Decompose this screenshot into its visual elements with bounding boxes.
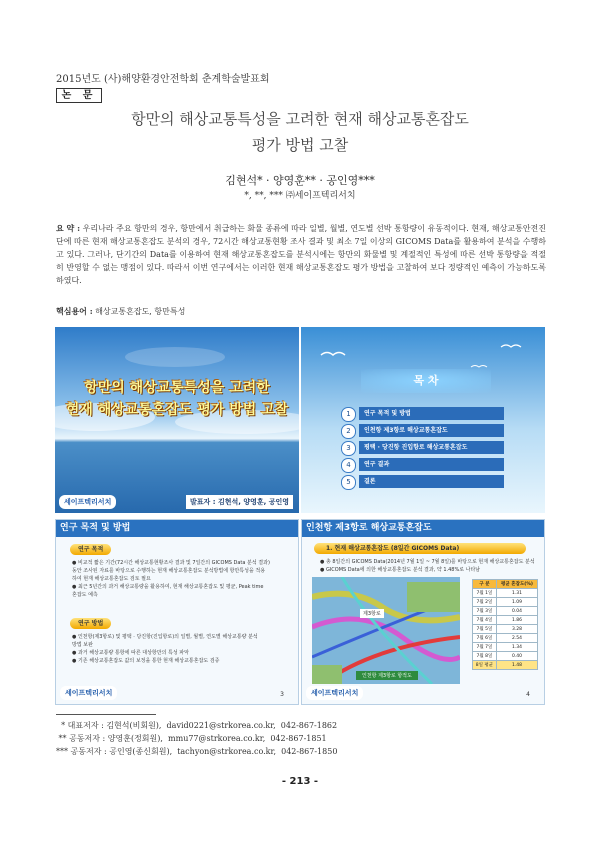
slide4-bullet: ● 총 8일간의 GICOMS Data(2014년 7월 1일 ~ 7월 8일)를 바탕으로 현재 해상교통혼잡도 분석 — [320, 559, 535, 565]
toc-label: 인천항 제3항로 해상교통혼잡도 — [359, 424, 504, 437]
affiliation: *, **, *** ㈜세이프텍리서치 — [244, 191, 356, 201]
paper-title-line1: 항만의 해상교통특성을 고려한 현재 해상교통혼잡도 — [131, 110, 469, 128]
table-header-cell: 평균 혼잡도(%) — [496, 580, 537, 589]
toc-item — [341, 475, 501, 488]
table-cell: 1.09 — [496, 598, 537, 607]
slide3-page: 3 — [280, 691, 284, 698]
table-row — [473, 643, 538, 652]
toc-item — [341, 424, 501, 437]
slide3-section2: 연구 방법 — [70, 618, 111, 629]
slide-purpose-method — [55, 519, 299, 705]
slide3-header: 연구 목적 및 방법 — [56, 520, 299, 537]
bullet: 혼잡도 예측 — [72, 592, 98, 598]
slide1-title-line2: 현재 해상교통혼잡도 평가 방법 고찰 — [65, 402, 289, 418]
table-cell: 0.04 — [496, 607, 537, 616]
slide4-header: 인천항 제3항로 해상교통혼잡도 — [302, 520, 545, 537]
authors: 김현석* · 양영훈** · 공인영*** — [225, 174, 375, 187]
abstract — [56, 222, 546, 287]
toc-label: 연구 목적 및 방법 — [359, 407, 504, 420]
abstract-label: 요 약 : — [56, 223, 81, 233]
toc-item — [341, 441, 501, 454]
table-cell: 7월 6일 — [473, 634, 497, 643]
footnote: *** 공동저자 : 공인영(종신회원), tachyon@strkorea.co.kr, 042-867-1850 — [56, 747, 338, 756]
slide-contents — [301, 327, 545, 513]
table-cell: 7월 3일 — [473, 607, 497, 616]
table-header — [473, 580, 538, 589]
table-cell: 1.48 — [496, 661, 537, 670]
footnote: * 대표저자 : 김현석(비회원), david0221@strkorea.co.kr, 042-867-1862 — [56, 721, 338, 730]
toc-label: 결론 — [359, 475, 504, 488]
slide4-subtitle: 1. 현재 해상교통혼잡도 (8일간 GICOMS Data) — [314, 543, 526, 554]
table-cell: 7월 8일 — [473, 652, 497, 661]
conference-header: 2015년도 (사)해양환경안전학회 춘계학술발표회 — [56, 74, 270, 85]
table-header-cell: 구 분 — [473, 580, 497, 589]
abstract-text: 우리나라 주요 항만의 경우, 항만에서 취급하는 화물 종류에 따라 일별, 월별, 연도별 선박 통항량이 유동적이다. 현재, 해상교통안전진단에 따른 현재 해상교통혼잡도 분석의 경우, 72시간 해상교통현황 조사 결과 및 최소 7일 이상의 GICOMS Data를 활용하여 분석을 수행하고 있다. 그러나, 단기간의 Data를 이용하여 현재 해상교통혼잡도를 분석시에는 항만의 화물별 및 계절적인 특성에 따른 선박 통항량을 적절히 반영할 수 없는 맹점이 있다. 따라서 이번 연구에서는 이러한 현재 해상교통혼잡도 평가 방법을 고찰하여 보다 정량적인 예측이 가능하도록 하였다. — [56, 224, 546, 285]
slide4-page: 4 — [526, 691, 530, 698]
slide1-title-line1: 항만의 해상교통특성을 고려한 — [84, 380, 270, 396]
toc-number: 3 — [341, 441, 356, 456]
table-cell: 1.86 — [496, 616, 537, 625]
slide4-bullet: ● GICOMS Data에 의한 해상교통혼잡도 분석 결과, 약 1.48%로 나타남 — [320, 567, 481, 573]
paper-title-line2: 평가 방법 고찰 — [251, 136, 349, 154]
slide3-logo: 세이프텍리서치 — [60, 686, 117, 700]
table-cell: 1.34 — [496, 643, 537, 652]
paper-type-box: 논 문 — [56, 88, 102, 103]
slide3-section1: 연구 목적 — [70, 544, 111, 555]
keywords-text: 해상교통혼잡도, 항만특성 — [95, 307, 186, 316]
slide4-logo: 세이프텍리서치 — [306, 686, 363, 700]
toc-label: 평택 · 당진항 진입항로 해상교통혼잡도 — [359, 441, 504, 454]
table-cell: 3.28 — [496, 625, 537, 634]
table-row-total — [473, 661, 538, 670]
table-row — [473, 607, 538, 616]
table-cell: 7월 7일 — [473, 643, 497, 652]
congestion-table — [472, 579, 538, 670]
table-cell: 7월 2일 — [473, 598, 497, 607]
bullet: ● 과거 해상교통량 통항에 따른 대상항만의 특성 파악 — [72, 650, 189, 656]
bullet: ● 비교적 짧은 기간(72시간 해상교통현황조사 결과 및 7일간의 GICOMS Data 분석 결과) — [72, 560, 270, 566]
table-cell: 1.31 — [496, 589, 537, 598]
page-number: - 213 - — [281, 776, 319, 787]
table-row — [473, 652, 538, 661]
toc-number: 4 — [341, 458, 356, 473]
map-label: 제3항로 — [360, 609, 384, 618]
table-cell: 7월 1일 — [473, 589, 497, 598]
clouds-decoration — [55, 327, 299, 513]
toc-number: 1 — [341, 407, 356, 422]
map-caption: 인천항 제3항로 항적도 — [356, 671, 418, 680]
keywords — [56, 306, 185, 317]
footnote-divider — [56, 714, 156, 715]
keywords-label: 핵심용어 : — [56, 306, 93, 316]
table-row — [473, 634, 538, 643]
table-cell: 2.54 — [496, 634, 537, 643]
toc-item — [341, 407, 501, 420]
footnote: ** 공동저자 : 양영훈(정회원), mmu77@strkorea.co.kr, 042-867-1851 — [56, 734, 327, 743]
bullet: ● 인천항(제3항로) 및 평택 · 당진항(진입항로)의 일별, 월별, 연도별 해상교통량 분석 — [72, 634, 258, 640]
toc-item — [341, 458, 501, 471]
table-cell: 8일 평균 — [473, 661, 497, 670]
table-row — [473, 598, 538, 607]
slide-title — [55, 327, 299, 513]
slide1-logo: 세이프텍리서치 — [59, 495, 116, 509]
table-row — [473, 616, 538, 625]
table-row — [473, 589, 538, 598]
track-map — [312, 577, 460, 684]
bullet: 하여 현재 해상교통혼잡도 검토 필요 — [72, 576, 151, 582]
bullet: 동안 조사된 자료를 바탕으로 수행하는 현재 해상교통혼잡도 분석방법에 항만특성을 적용 — [72, 568, 266, 574]
table-cell: 7월 5일 — [473, 625, 497, 634]
bullet: 방법 보완 — [72, 642, 93, 648]
toc-label: 연구 결과 — [359, 458, 504, 471]
slide3-section2-bullets — [72, 633, 292, 665]
toc-number: 2 — [341, 424, 356, 439]
table-cell: 7월 4일 — [473, 616, 497, 625]
slide3-section1-bullets — [72, 559, 292, 599]
table-cell: 0.40 — [496, 652, 537, 661]
bullet: ● 최근 5년간의 과거 해상교통량을 활용하여, 현재 해상교통혼잡도 및 평균, Peak time — [72, 584, 264, 590]
track-lines — [312, 577, 460, 684]
table-row — [473, 625, 538, 634]
slide-incheon — [301, 519, 545, 705]
bullet: ● 기존 해상교통혼잡도 값의 보정을 통한 현재 해상교통혼잡도 검증 — [72, 658, 220, 664]
slide1-presenter: 발표자 : 김현석, 양영훈, 공인영 — [186, 495, 293, 509]
toc-number: 5 — [341, 475, 356, 490]
slide2-title: 목 차 — [361, 369, 491, 393]
